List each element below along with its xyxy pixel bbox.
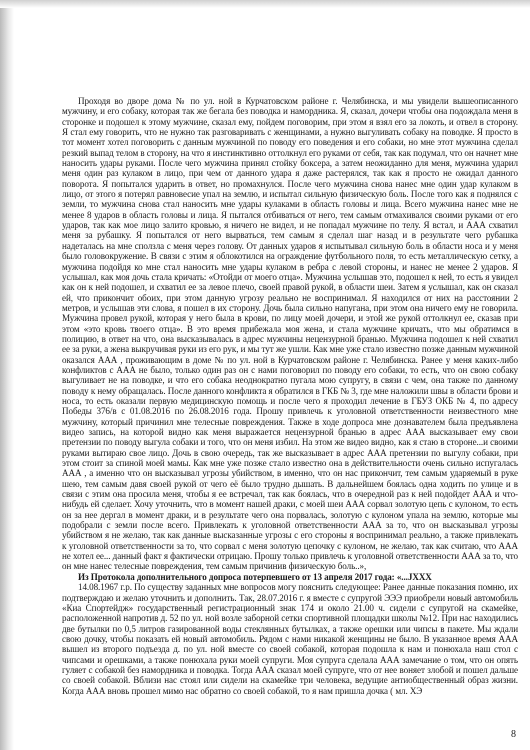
tail-paragraph: 14.08.1967 г.р. По существу заданных мне вопросов могу пояснить следующее: Ранее данные показания помню, их подтверждаю и желаю уточнить и дополнить. Так, 28.07.2016 г. я вместе с супругой ЭЭЭ приобрели новый автомобиль «Киа Спортейдж» государственный регистрационный знак 174 и около 21.00 ч. сидели с супругой на скамейке, расположенной напротив д. 52 по ул. ной возле заборной сетки спортивной площадки школы №12. При нас находились две бутылки по 0,5 литров газированной воды стеклянных бутылках, а также орешки или чипсы в пакете. Мы ждали свою дочку, чтобы показать ей новый автомобиль. Рядом с нами никакой женщины не было. В указанное время ААА вышел из второго подъезда д. по ул. ной вместе со своей собакой, которая подошла к нам и понюхала наш стол с чипсами и орешками, а также понюхала руки моей супруги. Моя супруга сделала ААА замечание о том, что он опять гуляет с собакой без намордника и поводка. Тогда ААА сказал моей супруге, что от нее воняет злобой и пошел дальше со своей собакой. Вблизи нас стоял или сидели на скамейке три человека, ведущие антиобщественный образ жизни. Когда ААА вновь прошел мимо нас обратно со своей собакой, то я нам пришла дочка ( мл. ХЭ <box>62 582 518 696</box>
testimony-paragraph: Проходя во дворе дома № по ул. ной в Курчатовском районе г. Челябинска, и мы увидели вышеописанного мужчину, и его собаку, которая так же бегала без поводка и намордника. Я, сказал, дочери чтобы она подождала меня в сторонке и подошел к этому мужчине, сказал ему, пойдем поговорим, при этом я взял его за локоть, и отвел в сторону. Я стал ему говорить, что не нужно так разговаривать с женщинами, а нужно выгуливать собаку на поводке. Я просто в тот момент хотел поговорить с данным мужчиной по поводу его поведения и его собаки, но мне этот мужчина сделал резкий выпад телом в сторону, на что я инстинктивно оттолкнул его руками от себя, так как подумал, что он начнет мне наносить удары руками. После чего мужчина принял стойку боксера, а затем неожиданно для меня, мужчина ударил меня один раз кулаком в лицо, при чем от данного удара я даже растерялся, так как я просто не ожидал данного поворота. Я попытался ударить в ответ, но промахнулся. После чего мужчина снова нанес мне один удар кулаком в лицо, от этого я потерял равновесие упал на землю, и испытал сильную физическую боль. После того как я поднялся с земли, то мужчина снова стал наносить мне удары кулаками в область головы и лица. Всего мужчина нанес мне не менее 8 ударов в область головы и лица. Я пытался отбиваться от него, тем самым отмахивался своими руками от его ударов, так как мое лицо залито кровью, я ничего не видел, и не попадал мужчине по телу. Я встал, и ААА схватил меня за рубашку. Я попытался от него вырваться, тем самым я сделал шаг назад и в результате чего рубашка надеталась на мне сползла с меня через голову. От данных ударов я испытывал сильную боль в области носа и у меня было головокружение. В связи с этим я облокотился на ограждение футбольного поля, то есть металлическую сетку, а мужчина подойдя ко мне стал наносить мне удары кулаком в ребра с левой стороны, и нанес не менее 2 ударов. Я услышал, как моя дочь стала кричать: «Отойди от моего отца». Мужчина услышав это, подошел к ней, то есть я увидел как он к ней подошел, и схватил ее за левое плечо, своей правой рукой, в области шеи. Затем я услышал, как он сказал ей, что прикончит обоих, при этом данную угрозу реально не воспринимал. Я находился от них на расстоянии 2 метров, и услышав эти слова, я пошел в их сторону. Дочь была сильно напугана, при этом она ничего ему не говорила. Мужчина провел рукой, которая у него была в крови, по лицу моей дочери, и этой же рукой оттолкнул ее, сказав при этом «это кровь твоего отца». В это время прибежала моя жена, и стала мужчине кричать, что мы обратимся в полицию, в ответ на что, она высказывалась в адрес мужчины нецензурной бранью. Мужчина подошел к ней схватил ее за руки, а жена выкручивая руки из его рук, и мы тут же ушли. Как мне уже стало известно позже данным мужчиной оказался ААА , проживающим в доме № по ул. ной в Курчатовском районе г. Челябинска. Ранее у меня каких-либо конфликтов с ААА не было, только один раз он с нами поговорил по поводу его собаки, то есть, что он свою собаку выгуливает не на поводке, и что его собака неоднократно пугала мою супругу, в связи с чем, она также по данному поводу к нему обращалась. После данного конфликта я обратился в ГКБ № 3, где мне наложили швы в области брови и носа, то есть оказали первую медицинскую помощь и после чего я проходил лечение в ГБУЗ ОКБ № 4, по адресу Победы 376/в с 01.08.2016 по 26.08.2016 года. Прошу привлечь к уголовной ответственности неизвестного мне мужчину, который причинил мне телесные повреждения. Также в ходе допроса мне дознавателем была предъявлена видео запись, на которой видно как меня выражается нецензурной бранью в адрес ААА высказывает ему свои претензии по поводу выгула собаки и того, что он меня избил. На этом же видео видно, как я стаю в стороне...и своими руками вытираю свое лицо. Дочь в свою очередь, так же высказывает в адрес ААА претензии по выгулу собаки, при этом стоит за спиной моей мамы. Как мне уже позже стало известно она в действительности очень сильно испугалась ААА , а именно что он высказывал угрозы убийством, в именно, что он нас прикончит, тем самым ударяемый в руке шею, тем самым давя своей рукой от чего её было трудно дышать. В дальнейшем боялась одна ходить по улице и в связи с этим она просила меня, чтобы я ее встречал, так как боялась, что в очередной раз к ней подойдет ААА и что-нибудь ей сделает. Хочу уточнить, что в момент нашей драки, с моей шеи ААА сорвал золотую цепь с кулоном, то есть он за нее дергал в момент драки, и в результате чего она порвалась, золотую с кулоном упала на землю, которые мы подобрали с земли после всего. Привлекать к уголовной ответственности ААА за то, что он высказывал угрозы убийством я не желаю, так как данные высказанные угрозы с его стороны я воспринимал реально, а также привлекать к уголовной ответственности за то, что сорвал с меня золотую цепочку с кулоном, не желаю, так как считаю, что ААА не хотел ее... данный факт я фактически отрицаю. Прошу только привлечь к уголовной ответственности ААА за то, что он мне нанес телесные повреждения, тем самым причинив физическую боль..», <box>62 96 518 572</box>
section-heading: Из Протокола дополнительного допроса потерпевшего от 13 апреля 2017 года: «...JXXX <box>78 571 432 582</box>
page-number: 8 <box>511 729 516 740</box>
scan-shadow-top <box>0 0 530 8</box>
scan-shadow-left <box>0 0 14 750</box>
document-page <box>62 96 518 724</box>
